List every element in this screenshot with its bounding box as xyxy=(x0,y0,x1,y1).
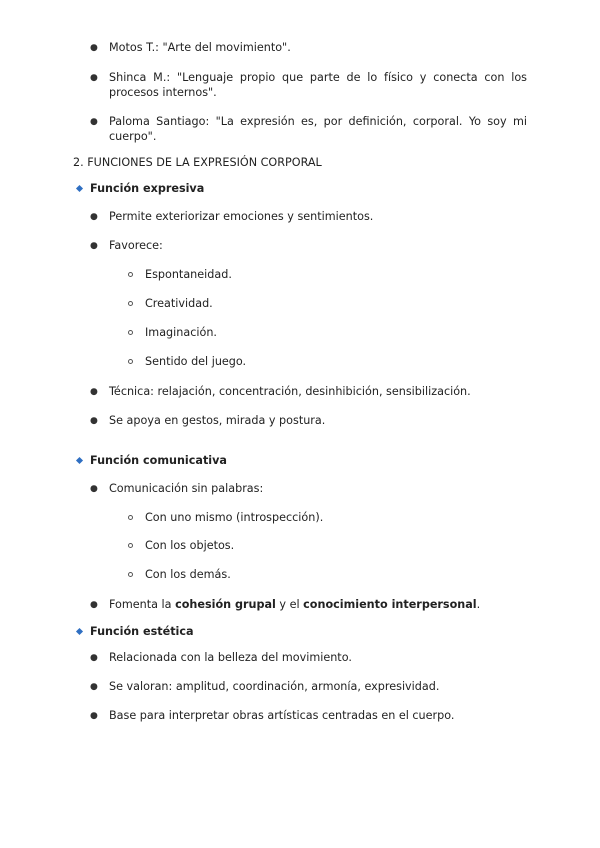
list-item-continued: cuerpo". xyxy=(109,130,157,143)
list-item: Se valoran: amplitud, coordinación, armonía, expresividad. xyxy=(109,680,440,693)
list-item: Shinca M.: "Lenguaje propio que parte de lo físico y conecta con los xyxy=(109,71,527,84)
sub-list-item: Con uno mismo (introspección). xyxy=(145,511,324,524)
section-heading: 2. FUNCIONES DE LA EXPRESIÓN CORPORAL xyxy=(73,156,322,169)
subsection-title: Función comunicativa xyxy=(90,454,227,467)
subsection-title: Función expresiva xyxy=(90,182,205,195)
sub-bullet xyxy=(128,330,133,335)
bullet: ● xyxy=(90,653,98,663)
sub-bullet xyxy=(128,543,133,548)
bullet: ● xyxy=(90,117,98,127)
list-item: Técnica: relajación, concentración, desinhibición, sensibilización. xyxy=(109,385,471,398)
list-item: Paloma Santiago: "La expresión es, por definición, corporal. Yo soy mi xyxy=(109,115,527,128)
list-item-continued: procesos internos". xyxy=(109,86,217,99)
diamond-bullet-icon xyxy=(76,457,83,464)
list-item: Comunicación sin palabras: xyxy=(109,482,264,495)
sub-bullet xyxy=(128,272,133,277)
list-item: Favorece: xyxy=(109,239,163,252)
bullet: ● xyxy=(90,241,98,251)
list-item: Fomenta la cohesión grupal y el conocimiento interpersonal. xyxy=(109,598,481,611)
sub-bullet xyxy=(128,301,133,306)
bullet: ● xyxy=(90,711,98,721)
list-item: Se apoya en gestos, mirada y postura. xyxy=(109,414,326,427)
diamond-bullet-icon xyxy=(76,628,83,635)
list-item: Relacionada con la belleza del movimiento. xyxy=(109,651,352,664)
list-item: Motos T.: "Arte del movimiento". xyxy=(109,41,291,54)
sub-list-item: Imaginación. xyxy=(145,326,217,339)
sub-list-item: Espontaneidad. xyxy=(145,268,232,281)
bullet: ● xyxy=(90,484,98,494)
diamond-bullet-icon xyxy=(76,185,83,192)
list-item: Base para interpretar obras artísticas centradas en el cuerpo. xyxy=(109,709,455,722)
sub-bullet xyxy=(128,359,133,364)
bullet: ● xyxy=(90,387,98,397)
sub-list-item: Creatividad. xyxy=(145,297,213,310)
bullet: ● xyxy=(90,73,98,83)
sub-list-item: Con los objetos. xyxy=(145,539,235,552)
sub-list-item: Con los demás. xyxy=(145,568,231,581)
bullet: ● xyxy=(90,682,98,692)
list-item: Permite exteriorizar emociones y sentimientos. xyxy=(109,210,374,223)
bullet: ● xyxy=(90,212,98,222)
bullet: ● xyxy=(90,43,98,53)
subsection-title: Función estética xyxy=(90,625,194,638)
sub-bullet xyxy=(128,515,133,520)
bullet: ● xyxy=(90,600,98,610)
sub-list-item: Sentido del juego. xyxy=(145,355,247,368)
bullet: ● xyxy=(90,416,98,426)
sub-bullet xyxy=(128,572,133,577)
